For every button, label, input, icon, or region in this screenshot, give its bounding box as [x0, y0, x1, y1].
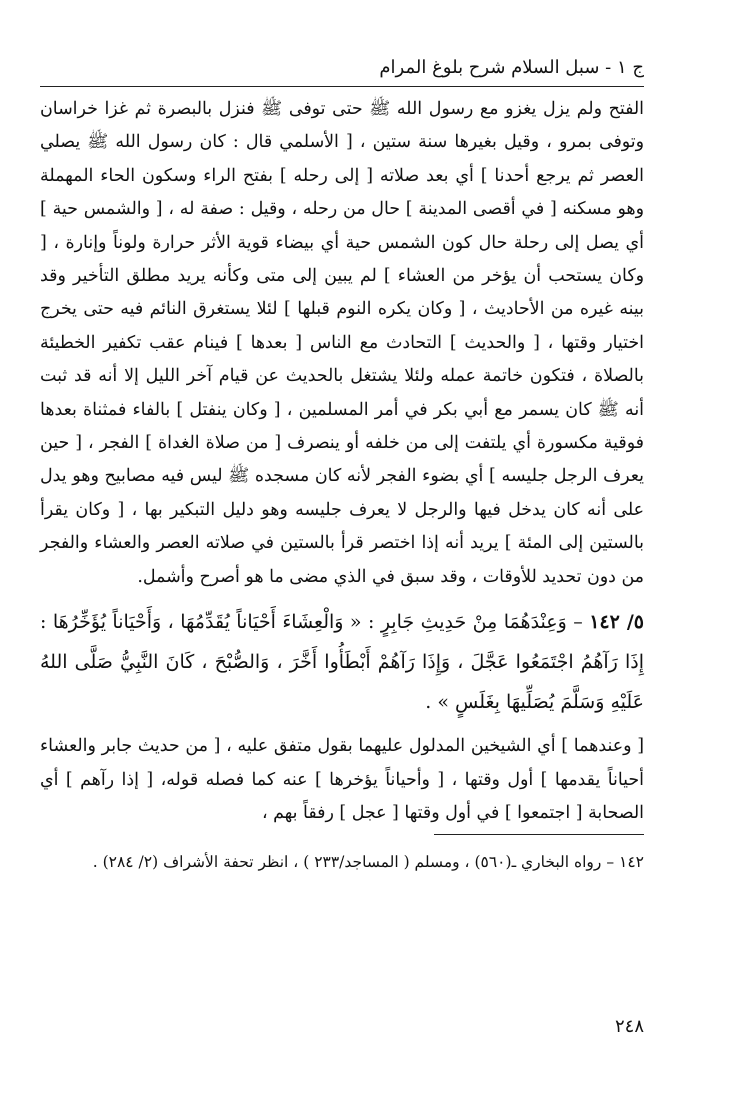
hadith-paragraph [40, 602, 644, 722]
hadith-number: ٥/ ١٤٢ [589, 611, 644, 634]
running-head: ج ١ - سبل السلام شرح بلوغ المرام [40, 50, 644, 87]
page-number: ٢٤٨ [614, 1016, 644, 1037]
commentary-body [40, 93, 644, 594]
footnote [40, 849, 644, 876]
footnote-divider [434, 834, 644, 835]
hadith-block [40, 602, 644, 722]
footnote-text: ١٤٢ – رواه البخاري ـ(٥٦٠) ، ومسلم ( المساجد/٢٣٣ ) ، انظر تحفة الأشراف (٢/ ٢٨٤) . [92, 853, 644, 872]
commentary-paragraph: [ وعندهما ] أي الشيخين المدلول عليهما بقول متفق عليه ، [ من حديث جابر والعشاء أحياناً يقدمها ] أول وقتها ، [ وأحياناً يؤخرها ] عنه كما فصله قوله، [ إذا رآهم ] أي الصحابة [ اجتمعوا ] في أول وقتها [ عجل ] رفقاً بهم ، [40, 736, 644, 823]
hadith-text: – وَعِنْدَهُمَا مِنْ حَدِيثِ جَابِرٍ : « وَالْعِشَاءَ أَحْيَاناً يُقَدِّمُهَا ، وَأَحْيَاناً يُؤَخِّرُهَا : إِذَا رَآهُمُ اجْتَمَعُوا عَجَّلَ ، وَإِذَا رَآهُمْ أَبْطَأُوا أَخَّرَ ، وَالصُّبْحَ ، كَانَ النَّبِيُّ صَلَّى اللهُ عَلَيْهِ وَسَلَّمَ يُصَلِّيهَا بِغَلَسٍ » . [40, 611, 644, 714]
hadith-commentary [40, 730, 644, 830]
body-paragraph: الفتح ولم يزل يغزو مع رسول الله ﷺ حتى توفى ﷺ فنزل بالبصرة ثم غزا خراسان وتوفى بمرو ، وقيل بغيرها سنة ستين ، [ الأسلمي قال : كان رسول الله ﷺ يصلي العصر ثم يرجع أحدنا ] أي بعد صلاته [ إلى رحله ] بفتح الراء وسكون الحاء المهملة وهو مسكنه [ في أقصى المدينة ] حال من رحله ، وقيل : صفة له ، [ والشمس حية ] أي يصل إلى رحلة حال كون الشمس حية أي بيضاء قوية الأثر حرارة ولوناً وإنارة ، [ وكان يستحب أن يؤخر من العشاء ] لم يبين إلى متى وكأنه يريد مطلق التأخير وقد بينه غيره من الأحاديث ، [ وكان يكره النوم قبلها ] لئلا يستغرق النائم فيه حتى يخرج اختيار وقتها ، [ والحديث ] التحادث مع الناس [ بعدها ] فينام عقب تكفير الخطيئة بالصلاة ، فتكون خاتمة عمله ولئلا يشتغل بالحديث عن قيام آخر الليل إلا أنه قد ثبت أنه ﷺ كان يسمر مع أبي بكر في أمر المسلمين ، [ وكان ينفتل ] بالفاء فمثناة بعدها فوقية مكسورة أي يلتفت إلى من خلفه أو ينصرف [ من صلاة الغداة ] الفجر ، [ حين يعرف الرجل جليسه ] أي بضوء الفجر لأنه كان مسجده ﷺ ليس فيه مصابيح وهو يدل على أنه كان يدخل فيها والرجل لا يعرف جليسه وهو دليل التبكير بها ، [ وكان يقرأ بالستين إلى المئة ] يريد أنه إذا اختصر قرأ بالستين في صلاته العصر والعشاء والفجر من دون تحديد للأوقات ، وقد سبق في الذي مضى ما هو أصرح وأشمل. [40, 99, 644, 587]
